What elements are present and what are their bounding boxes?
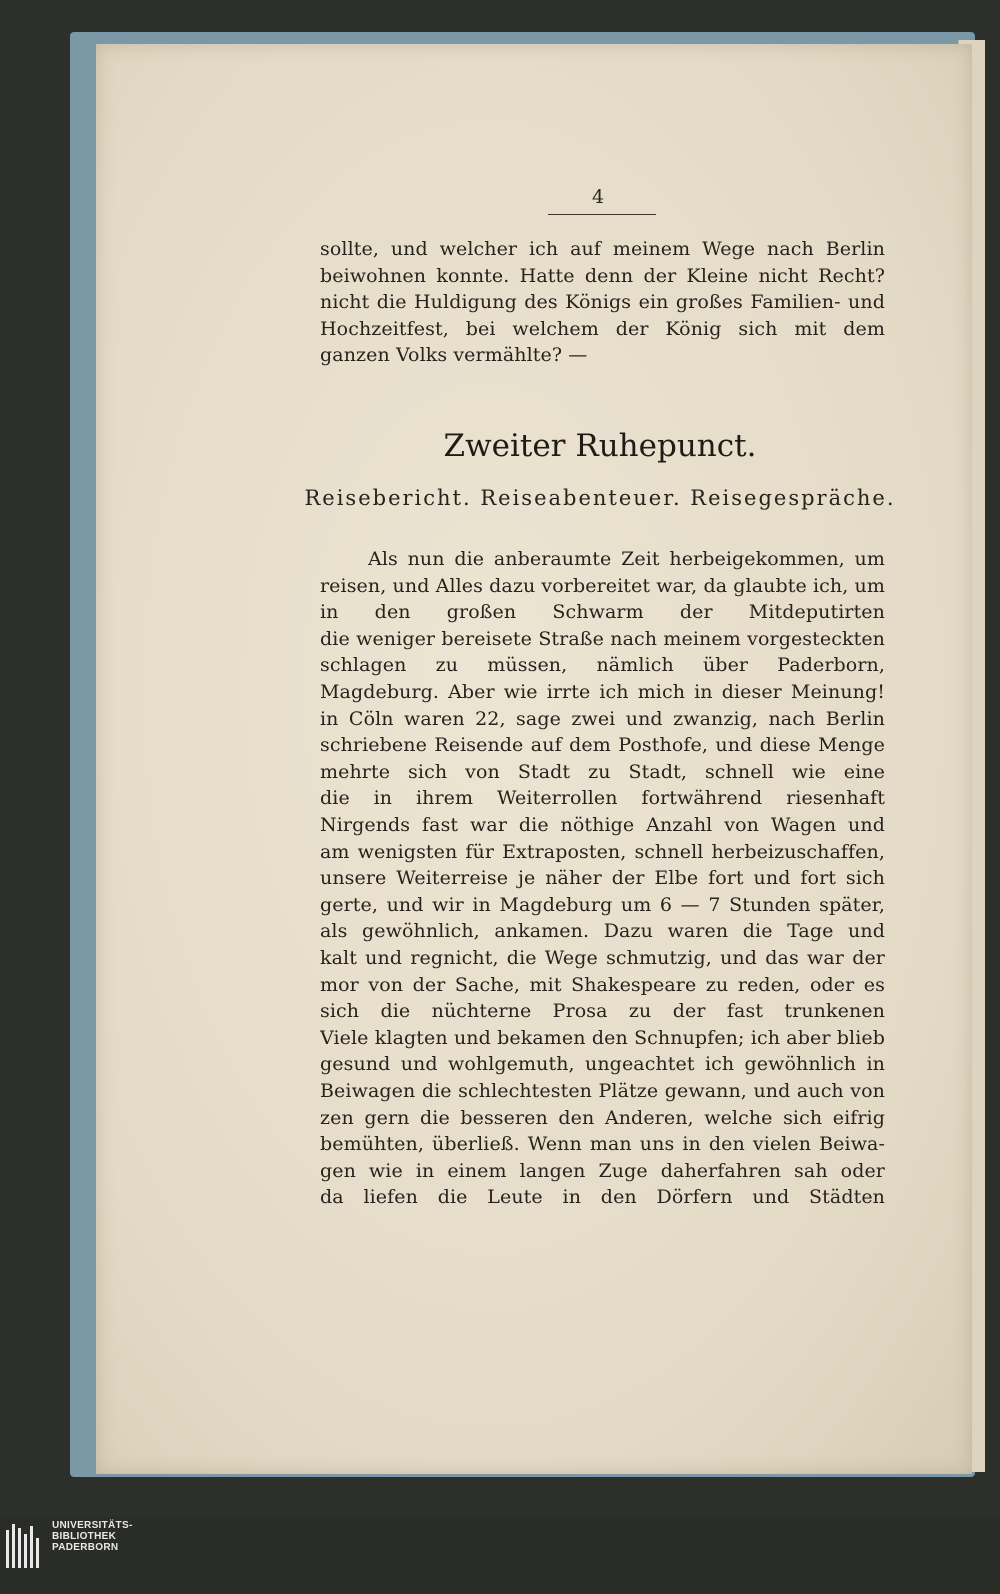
text-line: Beiwagen die schlechtesten Plätze gewann, und auch von <box>320 1080 885 1102</box>
text-line: ganzen Volks vermählte? — <box>320 344 588 366</box>
text-line: als gewöhnlich, ankamen. Dazu waren die Tage und <box>320 920 885 943</box>
text-line: mor von der Sache, mit Shakespeare zu reden, oder es <box>320 973 885 996</box>
chapter-heading: Zweiter Ruhepunct. <box>443 428 757 464</box>
text-line: schriebene Reisende auf dem Posthofe, und diese Menge <box>320 734 885 757</box>
logo-line: UNIVERSITÄTS- <box>52 1520 133 1531</box>
text-line: unsere Weiterreise je näher der Elbe fort und fort sich <box>320 867 885 890</box>
text-line: sollte, und welcher ich auf meinem Wege nach Berlin <box>320 238 885 260</box>
text-line: da liefen die Leute in den Dörfern und Städten <box>320 1186 885 1209</box>
text-line: Hochzeitfest, bei welchem der König sich mit dem <box>320 317 885 340</box>
text-line: Als nun die anberaumte Zeit herbeigekommen, um <box>368 548 885 570</box>
text-line: Nirgends fast war die nöthige Anzahl von Wagen und <box>320 814 885 836</box>
text-line: gesund und wohlgemuth, ungeachtet ich gewöhnlich in <box>320 1053 885 1076</box>
chapter-subheading: Reisebericht. Reiseabenteuer. Reisegespräche. <box>304 486 896 510</box>
text-line: sich die nüchterne Prosa zu der fast trunkenen <box>320 1000 885 1023</box>
footer-bar <box>0 1517 1000 1594</box>
library-logo-text <box>52 1520 133 1553</box>
page-number: 4 <box>591 186 605 208</box>
text-line: reisen, und Alles dazu vorbereitet war, da glaubte ich, um <box>320 574 885 597</box>
text-line: gerte, und wir in Magdeburg um 6 — 7 Stunden später, <box>320 893 885 916</box>
text-line: am wenigsten für Extraposten, schnell herbeizuschaffen, <box>320 840 885 863</box>
logo-line: PADERBORN <box>52 1542 119 1553</box>
page-number-rule <box>548 214 656 215</box>
text-line: gen wie in einem langen Zuge daherfahren sah oder <box>320 1159 885 1182</box>
text-line: nicht die Huldigung des Königs ein großes Familien- und <box>320 291 885 313</box>
text-line: Magdeburg. Aber wie irrte ich mich in dieser Meinung! <box>320 681 885 703</box>
text-line: die weniger bereisete Straße nach meinem vorgesteckten <box>320 627 885 650</box>
text-line: Viele klagten und bekamen den Schnupfen; ich aber blieb <box>320 1026 885 1049</box>
text-line: mehrte sich von Stadt zu Stadt, schnell wie eine <box>320 760 885 783</box>
text-line: bemühten, überließ. Wenn man uns in den vielen Beiwa- <box>320 1133 885 1156</box>
text-line: beiwohnen konnte. Hatte denn der Kleine nicht Recht? <box>320 264 885 287</box>
text-line: die in ihrem Weiterrollen fortwährend riesenhaft <box>320 787 885 810</box>
text-line: in Cöln waren 22, sage zwei und zwanzig, nach Berlin <box>320 707 885 730</box>
logo-line: BIBLIOTHEK <box>52 1531 117 1542</box>
text-line: kalt und regnicht, die Wege schmutzig, und das war der <box>320 947 885 969</box>
text-line: zen gern die besseren den Anderen, welche sich eifrig <box>320 1106 885 1129</box>
text-line: schlagen zu müssen, nämlich über Paderborn, <box>320 654 885 677</box>
text-line: in den großen Schwarm der Mitdeputirten <box>320 601 885 624</box>
library-logo-bars-icon <box>6 1524 46 1568</box>
